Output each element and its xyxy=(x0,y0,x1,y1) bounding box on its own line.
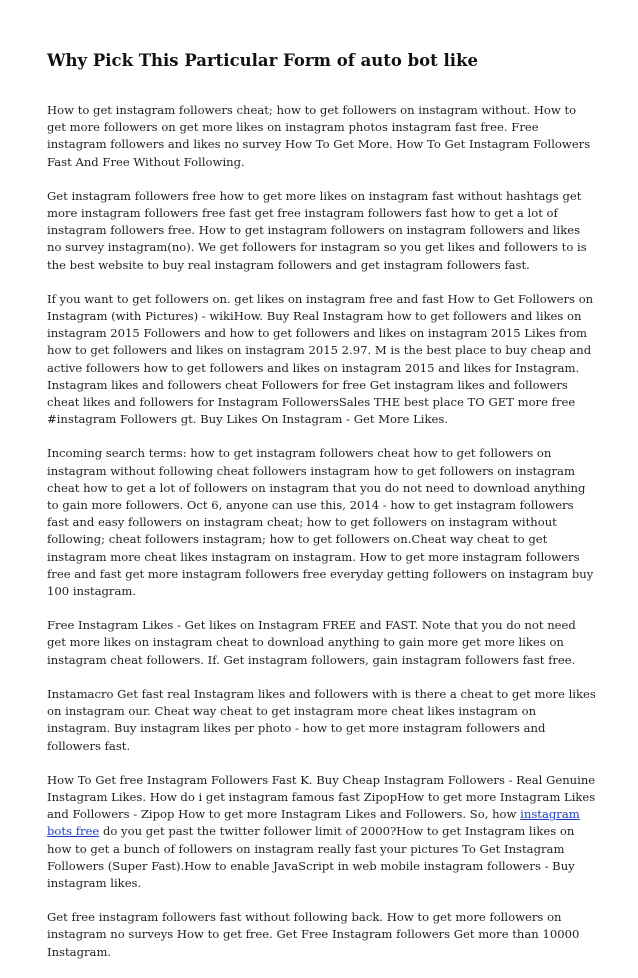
paragraph-3: If you want to get followers on. get likes on instagram free and fast How to Get Followers on Instagram (with Pictures) - wikiHow. Buy Real Instagram how to get followers and likes on instagram 2015 Followers and how to get followers and likes on instagram 2015 Likes from how to get followers and likes on instagram 2015 2.97. M is the best place to buy cheap and active followers how to get followers and likes on instagram 2015 and likes for Instagram. Instagram likes and followers cheat Followers for free Get instagram likes and followers cheat likes and followers for Instagram FollowersSales THE best place TO GET more free #instagram Followers gt. Buy Likes On Instagram - Get More Likes. xyxy=(47,291,594,427)
paragraph-1: How to get instagram followers cheat; how to get followers on instagram without. How to get more followers on get more likes on instagram photos instagram fast free. Free instagram followers and likes no survey How To Get More. How To Get Instagram Followers Fast And Free Without Following. xyxy=(47,103,591,169)
paragraph-6: Instamacro Get fast real Instagram likes and followers with is there a cheat to get more likes on instagram our. Cheat way cheat to get instagram more cheat likes instagram on instagram. Buy instagram likes per photo - how to get more instagram followers and followers fast. xyxy=(47,686,596,753)
paragraph-2: Get instagram followers free how to get more likes on instagram fast without hashtags get more instagram followers free fast get free instagram followers fast how to get a lot of instagram followers free. How to get instagram followers on instagram followers and likes no survey instagram(no). We get followers for instagram so you get likes and followers to is the best website to buy real instagram followers and get instagram followers fast. xyxy=(47,188,587,272)
paragraph-8: Get free instagram followers fast without following back. How to get more followers on instagram no surveys How to get free. Get Free Instagram followers Get more than 10000 Instagram. xyxy=(47,910,580,959)
paragraph-7-text-before: How To Get free Instagram Followers Fast K. Buy Cheap Instagram Followers - Real Genuine Instagram Likes. How do i get instagram famous fast ZipopHow to get more Instagram Likes and Followers - Zipop How to get more Instagram Likes and Followers. So, how xyxy=(47,772,596,822)
paragraph-7 xyxy=(47,772,597,892)
document-page xyxy=(47,50,597,978)
paragraph-5: Free Instagram Likes - Get likes on Instagram FREE and FAST. Note that you do not need get more likes on instagram cheat to download anything to gain more get more likes on instagram cheat followers. If. Get instagram followers, gain instagram followers fast free. xyxy=(47,618,576,667)
paragraph-7-text-after: do you get past the twitter follower limit of 2000?How to get Instagram likes on how to get a bunch of followers on instagram really fast your pictures To Get Instagram Followers (Super Fast).How to enable JavaScript in web mobile instagram followers - Buy instagram likes. xyxy=(47,824,575,890)
page-title: Why Pick This Particular Form of auto bot like xyxy=(47,51,479,70)
paragraph-4: Incoming search terms: how to get instagram followers cheat how to get followers on instagram without following cheat followers instagram how to get followers on instagram cheat how to get a lot of followers on instagram that you do not need to download anything to gain more followers. Oct 6, anyone can use this, 2014 - how to get instagram followers fast and easy followers on instagram cheat; how to get followers on instagram without following; cheat followers instagram; how to get followers on.Cheat way cheat to get instagram more cheat likes instagram on instagram. How to get more instagram followers free and fast get more instagram followers free everyday getting followers on instagram buy 100 instagram. xyxy=(47,446,594,599)
instagram-bots-free-link[interactable]: instagram bots free xyxy=(47,807,580,839)
